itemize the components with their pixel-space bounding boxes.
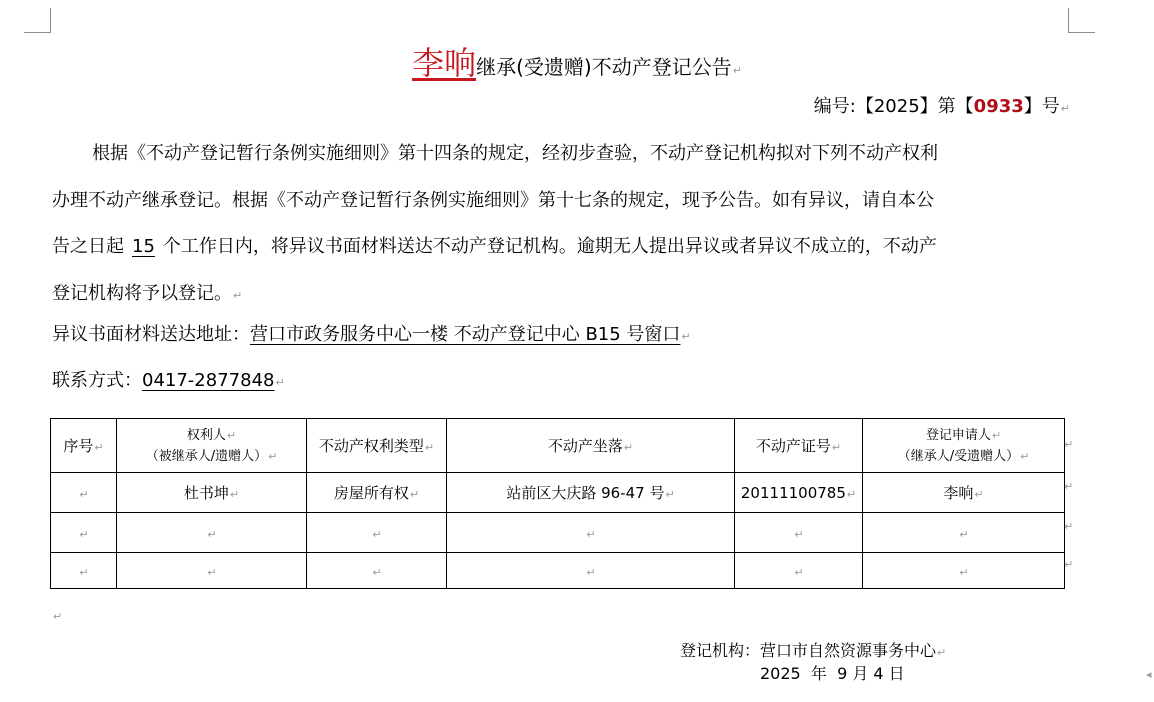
title-text: 继承(受遗赠)不动产登记公告 [476, 55, 732, 79]
paragraph-line: 登记机构将予以登记。↵ [52, 282, 243, 304]
table-row [51, 473, 1065, 513]
header-cert: 不动产证号↵ [735, 419, 863, 473]
table-row [51, 513, 1065, 553]
serial-year: 2025 [873, 96, 920, 117]
cell-applicant: 李响↵ [863, 473, 1065, 513]
cell-right-type: ↵ [307, 553, 447, 589]
cell-location: ↵ [447, 553, 735, 589]
cell-cert: ↵ [735, 513, 863, 553]
registration-agency: 登记机构：营口市自然资源事务中心↵ [680, 641, 947, 660]
paragraph-mark-icon: ↵ [1060, 102, 1070, 115]
edge-arrow-icon: ◂ [1146, 668, 1152, 681]
paragraph-mark-icon: ↵ [681, 330, 691, 343]
row-end-mark-icon: ↵ [1064, 480, 1074, 493]
cell-location: 站前区大庆路 96-47 号↵ [447, 473, 735, 513]
header-holder: 权利人↵ （被继承人/遗赠人）↵ [117, 419, 307, 473]
address-label: 异议书面材料送达地址： [52, 324, 250, 345]
serial-number-value: 0933 [973, 96, 1024, 117]
notice-date: 2025 年 9 月 4 日 [760, 664, 905, 683]
paragraph-mark-icon: ↵ [53, 610, 63, 623]
paragraph-line: 办理不动产继承登记。根据《不动产登记暂行条例实施细则》第十七条的规定，现予公告。如有异议，请自本公 [52, 189, 934, 211]
notice-paragraph [52, 131, 1072, 319]
cell-holder: 杜书坤↵ [117, 473, 307, 513]
cell-applicant: ↵ [863, 513, 1065, 553]
paragraph-line: 根据《不动产登记暂行条例实施细则》第十四条的规定，经初步查验，不动产登记机构拟对下列不动产权利 [92, 143, 938, 164]
paragraph-mark-icon: ↵ [275, 376, 285, 389]
paragraph-mark-icon: ↵ [937, 646, 947, 659]
contact-phone: 0417-2877848 [142, 370, 275, 391]
cell-holder: ↵ [117, 513, 307, 553]
contact-info [52, 366, 285, 392]
row-end-mark-icon: ↵ [1064, 558, 1074, 571]
paragraph-line: 告之日起 15 个工作日内，将异议书面材料送达不动产登记机构。逾期无人提出异议或者异议不成立的，不动产 [52, 224, 1072, 271]
header-seq: 序号↵ [51, 419, 117, 473]
cell-cert: ↵ [735, 553, 863, 589]
cell-right-type: ↵ [307, 513, 447, 553]
cell-seq: ↵ [51, 513, 117, 553]
title-applicant-name: 李响 [412, 44, 477, 82]
header-right-type: 不动产权利类型↵ [307, 419, 447, 473]
paragraph-mark-icon: ↵ [233, 288, 243, 302]
table-row [51, 553, 1065, 589]
crop-mark-top-left [24, 8, 51, 33]
cell-holder: ↵ [117, 553, 307, 589]
cell-cert: 20111100785↵ [735, 473, 863, 513]
header-applicant: 登记申请人↵ （继承人/受遗赠人）↵ [863, 419, 1065, 473]
address-value: 营口市政务服务中心一楼 不动产登记中心 B15 号窗口 [250, 324, 681, 345]
contact-label: 联系方式： [52, 370, 142, 391]
crop-mark-top-right [1068, 8, 1095, 33]
cell-location: ↵ [447, 513, 735, 553]
cell-seq: ↵ [51, 553, 117, 589]
row-end-mark-icon: ↵ [1064, 520, 1074, 533]
header-location: 不动产坐落↵ [447, 419, 735, 473]
serial-number: 编号:【2025】第【0933】号↵ [813, 96, 1070, 117]
notice-title [0, 38, 1154, 84]
paragraph-mark-icon: ↵ [732, 64, 742, 77]
row-end-mark-icon: ↵ [1064, 438, 1074, 451]
table-header-row [51, 419, 1065, 473]
cell-right-type: 房屋所有权↵ [307, 473, 447, 513]
cell-seq: ↵ [51, 473, 117, 513]
cell-applicant: ↵ [863, 553, 1065, 589]
property-table [50, 418, 1065, 589]
objection-days: 15 [132, 236, 155, 257]
objection-address [52, 320, 691, 346]
